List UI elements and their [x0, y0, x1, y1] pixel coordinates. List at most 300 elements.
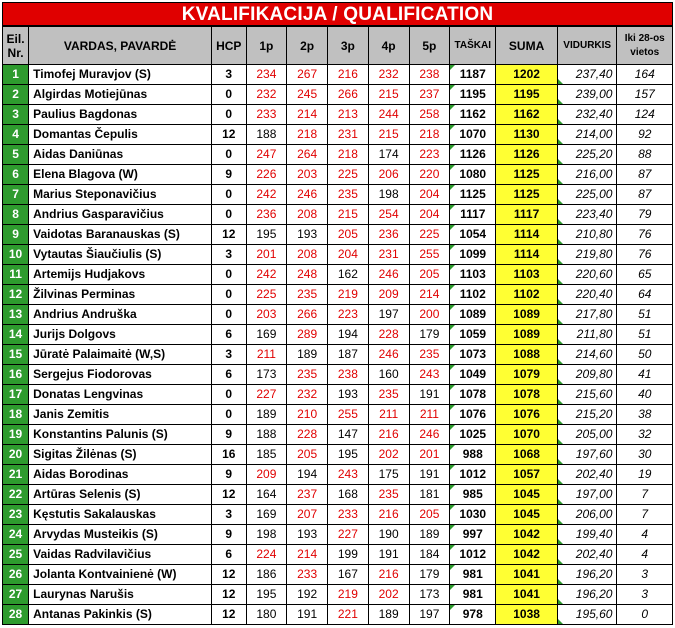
- gap-to-28th-cell: 32: [617, 425, 673, 445]
- player-name-cell: Arvydas Musteikis (S): [29, 525, 212, 545]
- gap-to-28th-cell: 164: [617, 65, 673, 85]
- gap-to-28th-cell: 7: [617, 485, 673, 505]
- handicap-cell: 0: [212, 145, 246, 165]
- table-row: [3, 305, 673, 325]
- total-points-cell: 1049: [450, 365, 496, 385]
- handicap-cell: 6: [212, 365, 246, 385]
- table-row: [3, 325, 673, 345]
- player-name-cell: Artūras Selenis (S): [29, 485, 212, 505]
- player-name-cell: Laurynas Narušis: [29, 585, 212, 605]
- game-2-score-cell: 194: [287, 465, 328, 485]
- handicap-cell: 12: [212, 585, 246, 605]
- game-1-score-cell: 164: [246, 485, 287, 505]
- game-2-score-cell: 193: [287, 525, 328, 545]
- average-cell: 205,00: [557, 425, 617, 445]
- sum-with-handicap-cell: 1045: [496, 485, 558, 505]
- game-1-score-cell: 169: [246, 325, 287, 345]
- game-1-score-cell: 247: [246, 145, 287, 165]
- rank-cell: 20: [3, 445, 29, 465]
- game-5-score-cell: 181: [409, 485, 450, 505]
- game-2-score-cell: 232: [287, 385, 328, 405]
- game-3-score-cell: 238: [328, 365, 369, 385]
- game-3-score-cell: 216: [328, 65, 369, 85]
- game-2-score-cell: 245: [287, 85, 328, 105]
- game-5-score-cell: 235: [409, 345, 450, 365]
- game-5-score-cell: 197: [409, 605, 450, 625]
- table-row: [3, 565, 673, 585]
- header-total: TAŠKAI: [450, 27, 496, 65]
- game-1-score-cell: 188: [246, 125, 287, 145]
- game-1-score-cell: 232: [246, 85, 287, 105]
- rank-cell: 13: [3, 305, 29, 325]
- gap-to-28th-cell: 3: [617, 585, 673, 605]
- total-points-cell: 1080: [450, 165, 496, 185]
- total-points-cell: 1012: [450, 545, 496, 565]
- qualification-table: [2, 26, 673, 625]
- game-4-score-cell: 246: [368, 345, 409, 365]
- game-2-score-cell: 248: [287, 265, 328, 285]
- handicap-cell: 3: [212, 65, 246, 85]
- total-points-cell: 1125: [450, 185, 496, 205]
- total-points-cell: 1030: [450, 505, 496, 525]
- game-2-score-cell: 193: [287, 225, 328, 245]
- rank-cell: 21: [3, 465, 29, 485]
- handicap-cell: 6: [212, 545, 246, 565]
- handicap-cell: 3: [212, 505, 246, 525]
- handicap-cell: 0: [212, 205, 246, 225]
- rank-cell: 11: [3, 265, 29, 285]
- game-5-score-cell: 243: [409, 365, 450, 385]
- average-cell: 210,80: [557, 225, 617, 245]
- game-3-score-cell: 223: [328, 305, 369, 325]
- total-points-cell: 1073: [450, 345, 496, 365]
- gap-to-28th-cell: 157: [617, 85, 673, 105]
- rank-cell: 27: [3, 585, 29, 605]
- sum-with-handicap-cell: 1038: [496, 605, 558, 625]
- game-4-score-cell: 174: [368, 145, 409, 165]
- game-4-score-cell: 216: [368, 505, 409, 525]
- gap-to-28th-cell: 124: [617, 105, 673, 125]
- average-cell: 220,60: [557, 265, 617, 285]
- game-4-score-cell: 216: [368, 565, 409, 585]
- game-3-score-cell: 221: [328, 605, 369, 625]
- game-3-score-cell: 168: [328, 485, 369, 505]
- handicap-cell: 16: [212, 445, 246, 465]
- player-name-cell: Janis Zemitis: [29, 405, 212, 425]
- sum-with-handicap-cell: 1042: [496, 525, 558, 545]
- game-5-score-cell: 201: [409, 445, 450, 465]
- gap-to-28th-cell: 0: [617, 605, 673, 625]
- game-3-score-cell: 215: [328, 205, 369, 225]
- total-points-cell: 997: [450, 525, 496, 545]
- player-name-cell: Timofej Muravjov (S): [29, 65, 212, 85]
- total-points-cell: 1089: [450, 305, 496, 325]
- game-2-score-cell: 208: [287, 205, 328, 225]
- game-5-score-cell: 214: [409, 285, 450, 305]
- gap-to-28th-cell: 3: [617, 565, 673, 585]
- game-3-score-cell: 233: [328, 505, 369, 525]
- gap-to-28th-cell: 92: [617, 125, 673, 145]
- handicap-cell: 0: [212, 405, 246, 425]
- rank-cell: 14: [3, 325, 29, 345]
- rank-cell: 15: [3, 345, 29, 365]
- sum-with-handicap-cell: 1068: [496, 445, 558, 465]
- table-row: [3, 585, 673, 605]
- player-name-cell: Sergejus Fiodorovas: [29, 365, 212, 385]
- sum-with-handicap-cell: 1114: [496, 225, 558, 245]
- handicap-cell: 6: [212, 325, 246, 345]
- game-4-score-cell: 228: [368, 325, 409, 345]
- rank-cell: 9: [3, 225, 29, 245]
- average-cell: 239,00: [557, 85, 617, 105]
- game-2-score-cell: 228: [287, 425, 328, 445]
- game-1-score-cell: 173: [246, 365, 287, 385]
- handicap-cell: 12: [212, 125, 246, 145]
- game-1-score-cell: 185: [246, 445, 287, 465]
- game-3-score-cell: 213: [328, 105, 369, 125]
- player-name-cell: Elena Blagova (W): [29, 165, 212, 185]
- game-1-score-cell: 227: [246, 385, 287, 405]
- game-3-score-cell: 199: [328, 545, 369, 565]
- player-name-cell: Žilvinas Perminas: [29, 285, 212, 305]
- game-4-score-cell: 202: [368, 445, 409, 465]
- table-row: [3, 485, 673, 505]
- game-1-score-cell: 198: [246, 525, 287, 545]
- total-points-cell: 1126: [450, 145, 496, 165]
- player-name-cell: Andrius Andruška: [29, 305, 212, 325]
- total-points-cell: 1078: [450, 385, 496, 405]
- game-3-score-cell: 193: [328, 385, 369, 405]
- table-row: [3, 225, 673, 245]
- average-cell: 199,40: [557, 525, 617, 545]
- table-row: [3, 365, 673, 385]
- game-4-score-cell: 209: [368, 285, 409, 305]
- game-2-score-cell: 191: [287, 605, 328, 625]
- game-1-score-cell: 209: [246, 465, 287, 485]
- game-3-score-cell: 167: [328, 565, 369, 585]
- gap-to-28th-cell: 4: [617, 525, 673, 545]
- game-5-score-cell: 189: [409, 525, 450, 545]
- game-1-score-cell: 225: [246, 285, 287, 305]
- game-4-score-cell: 215: [368, 125, 409, 145]
- total-points-cell: 981: [450, 585, 496, 605]
- sum-with-handicap-cell: 1089: [496, 305, 558, 325]
- gap-to-28th-cell: 87: [617, 165, 673, 185]
- sum-with-handicap-cell: 1103: [496, 265, 558, 285]
- game-3-score-cell: 194: [328, 325, 369, 345]
- game-4-score-cell: 235: [368, 385, 409, 405]
- header-gap-to-28th: Iki 28-os vietos: [617, 27, 673, 65]
- gap-to-28th-cell: 51: [617, 305, 673, 325]
- game-4-score-cell: 232: [368, 65, 409, 85]
- rank-cell: 8: [3, 205, 29, 225]
- rank-cell: 5: [3, 145, 29, 165]
- average-cell: 195,60: [557, 605, 617, 625]
- header-game-3: 3p: [328, 27, 369, 65]
- average-cell: 225,20: [557, 145, 617, 165]
- rank-cell: 22: [3, 485, 29, 505]
- table-row: [3, 445, 673, 465]
- game-1-score-cell: 201: [246, 245, 287, 265]
- handicap-cell: 3: [212, 345, 246, 365]
- header-row: [3, 27, 673, 65]
- rank-cell: 18: [3, 405, 29, 425]
- total-points-cell: 1162: [450, 105, 496, 125]
- player-name-cell: Jūratė Palaimaitė (W,S): [29, 345, 212, 365]
- sum-with-handicap-cell: 1125: [496, 185, 558, 205]
- rank-cell: 17: [3, 385, 29, 405]
- handicap-cell: 0: [212, 105, 246, 125]
- handicap-cell: 12: [212, 605, 246, 625]
- game-1-score-cell: 180: [246, 605, 287, 625]
- game-2-score-cell: 264: [287, 145, 328, 165]
- handicap-cell: 0: [212, 185, 246, 205]
- handicap-cell: 0: [212, 285, 246, 305]
- game-4-score-cell: 160: [368, 365, 409, 385]
- game-1-score-cell: 233: [246, 105, 287, 125]
- average-cell: 215,60: [557, 385, 617, 405]
- game-3-score-cell: 243: [328, 465, 369, 485]
- average-cell: 237,40: [557, 65, 617, 85]
- game-4-score-cell: 175: [368, 465, 409, 485]
- sum-with-handicap-cell: 1126: [496, 145, 558, 165]
- total-points-cell: 1117: [450, 205, 496, 225]
- game-5-score-cell: 220: [409, 165, 450, 185]
- player-name-cell: Vaidotas Baranauskas (S): [29, 225, 212, 245]
- gap-to-28th-cell: 41: [617, 365, 673, 385]
- total-points-cell: 1054: [450, 225, 496, 245]
- rank-cell: 23: [3, 505, 29, 525]
- rank-cell: 6: [3, 165, 29, 185]
- handicap-cell: 0: [212, 305, 246, 325]
- handicap-cell: 0: [212, 265, 246, 285]
- game-2-score-cell: 214: [287, 545, 328, 565]
- game-2-score-cell: 218: [287, 125, 328, 145]
- game-3-score-cell: 235: [328, 185, 369, 205]
- sum-with-handicap-cell: 1070: [496, 425, 558, 445]
- average-cell: 196,20: [557, 585, 617, 605]
- table-row: [3, 85, 673, 105]
- gap-to-28th-cell: 30: [617, 445, 673, 465]
- header-hcp: HCP: [212, 27, 246, 65]
- sum-with-handicap-cell: 1045: [496, 505, 558, 525]
- header-rank: Eil. Nr.: [3, 27, 29, 65]
- game-3-score-cell: 187: [328, 345, 369, 365]
- sum-with-handicap-cell: 1195: [496, 85, 558, 105]
- game-3-score-cell: 205: [328, 225, 369, 245]
- total-points-cell: 978: [450, 605, 496, 625]
- game-1-score-cell: 195: [246, 225, 287, 245]
- game-5-score-cell: 211: [409, 405, 450, 425]
- gap-to-28th-cell: 64: [617, 285, 673, 305]
- rank-cell: 28: [3, 605, 29, 625]
- rank-cell: 1: [3, 65, 29, 85]
- average-cell: 211,80: [557, 325, 617, 345]
- game-2-score-cell: 289: [287, 325, 328, 345]
- rank-cell: 3: [3, 105, 29, 125]
- sum-with-handicap-cell: 1117: [496, 205, 558, 225]
- game-5-score-cell: 218: [409, 125, 450, 145]
- game-5-score-cell: 205: [409, 505, 450, 525]
- game-2-score-cell: 235: [287, 365, 328, 385]
- table-row: [3, 385, 673, 405]
- game-3-score-cell: 218: [328, 145, 369, 165]
- game-5-score-cell: 204: [409, 185, 450, 205]
- average-cell: 217,80: [557, 305, 617, 325]
- average-cell: 202,40: [557, 465, 617, 485]
- rank-cell: 10: [3, 245, 29, 265]
- qualification-table-container: [2, 2, 673, 625]
- game-5-score-cell: 179: [409, 565, 450, 585]
- average-cell: 215,20: [557, 405, 617, 425]
- game-5-score-cell: 200: [409, 305, 450, 325]
- gap-to-28th-cell: 4: [617, 545, 673, 565]
- table-row: [3, 505, 673, 525]
- handicap-cell: 12: [212, 565, 246, 585]
- header-name: VARDAS, PAVARDĖ: [29, 27, 212, 65]
- player-name-cell: Sigitas Žilėnas (S): [29, 445, 212, 465]
- game-1-score-cell: 236: [246, 205, 287, 225]
- gap-to-28th-cell: 51: [617, 325, 673, 345]
- table-row: [3, 345, 673, 365]
- average-cell: 219,80: [557, 245, 617, 265]
- table-row: [3, 265, 673, 285]
- sum-with-handicap-cell: 1130: [496, 125, 558, 145]
- rank-cell: 26: [3, 565, 29, 585]
- game-4-score-cell: 197: [368, 305, 409, 325]
- sum-with-handicap-cell: 1162: [496, 105, 558, 125]
- player-name-cell: Algirdas Motiejūnas: [29, 85, 212, 105]
- game-2-score-cell: 214: [287, 105, 328, 125]
- game-1-score-cell: 195: [246, 585, 287, 605]
- game-1-score-cell: 234: [246, 65, 287, 85]
- game-4-score-cell: 246: [368, 265, 409, 285]
- gap-to-28th-cell: 40: [617, 385, 673, 405]
- game-5-score-cell: 258: [409, 105, 450, 125]
- gap-to-28th-cell: 88: [617, 145, 673, 165]
- total-points-cell: 1103: [450, 265, 496, 285]
- game-5-score-cell: 255: [409, 245, 450, 265]
- player-name-cell: Domantas Čepulis: [29, 125, 212, 145]
- total-points-cell: 981: [450, 565, 496, 585]
- table-row: [3, 425, 673, 445]
- handicap-cell: 0: [212, 385, 246, 405]
- average-cell: 206,00: [557, 505, 617, 525]
- game-3-score-cell: 227: [328, 525, 369, 545]
- game-5-score-cell: 225: [409, 225, 450, 245]
- table-row: [3, 545, 673, 565]
- game-4-score-cell: 202: [368, 585, 409, 605]
- game-4-score-cell: 190: [368, 525, 409, 545]
- table-row: [3, 525, 673, 545]
- handicap-cell: 3: [212, 245, 246, 265]
- table-body: [3, 65, 673, 625]
- game-1-score-cell: 226: [246, 165, 287, 185]
- sum-with-handicap-cell: 1102: [496, 285, 558, 305]
- table-row: [3, 465, 673, 485]
- average-cell: 197,60: [557, 445, 617, 465]
- game-2-score-cell: 246: [287, 185, 328, 205]
- game-3-score-cell: 219: [328, 285, 369, 305]
- average-cell: 223,40: [557, 205, 617, 225]
- header-suma: SUMA: [496, 27, 558, 65]
- table-title: KVALIFIKACIJA / QUALIFICATION: [2, 2, 673, 26]
- game-4-score-cell: 211: [368, 405, 409, 425]
- total-points-cell: 1025: [450, 425, 496, 445]
- player-name-cell: Antanas Pakinkis (S): [29, 605, 212, 625]
- game-3-score-cell: 255: [328, 405, 369, 425]
- player-name-cell: Jolanta Kontvainienė (W): [29, 565, 212, 585]
- average-cell: 196,20: [557, 565, 617, 585]
- rank-cell: 25: [3, 545, 29, 565]
- sum-with-handicap-cell: 1041: [496, 565, 558, 585]
- sum-with-handicap-cell: 1079: [496, 365, 558, 385]
- game-1-score-cell: 242: [246, 185, 287, 205]
- game-5-score-cell: 238: [409, 65, 450, 85]
- average-cell: 232,40: [557, 105, 617, 125]
- game-5-score-cell: 204: [409, 205, 450, 225]
- game-1-score-cell: 203: [246, 305, 287, 325]
- sum-with-handicap-cell: 1114: [496, 245, 558, 265]
- game-2-score-cell: 189: [287, 345, 328, 365]
- game-5-score-cell: 246: [409, 425, 450, 445]
- game-5-score-cell: 184: [409, 545, 450, 565]
- average-cell: 214,60: [557, 345, 617, 365]
- rank-cell: 24: [3, 525, 29, 545]
- game-3-score-cell: 266: [328, 85, 369, 105]
- game-4-score-cell: 236: [368, 225, 409, 245]
- gap-to-28th-cell: 76: [617, 245, 673, 265]
- player-name-cell: Vaidas Radvilavičius: [29, 545, 212, 565]
- player-name-cell: Paulius Bagdonas: [29, 105, 212, 125]
- game-2-score-cell: 267: [287, 65, 328, 85]
- game-3-score-cell: 225: [328, 165, 369, 185]
- gap-to-28th-cell: 50: [617, 345, 673, 365]
- game-2-score-cell: 192: [287, 585, 328, 605]
- game-1-score-cell: 169: [246, 505, 287, 525]
- game-4-score-cell: 215: [368, 85, 409, 105]
- sum-with-handicap-cell: 1125: [496, 165, 558, 185]
- player-name-cell: Andrius Gasparavičius: [29, 205, 212, 225]
- table-row: [3, 185, 673, 205]
- gap-to-28th-cell: 79: [617, 205, 673, 225]
- game-3-score-cell: 219: [328, 585, 369, 605]
- total-points-cell: 1099: [450, 245, 496, 265]
- sum-with-handicap-cell: 1041: [496, 585, 558, 605]
- handicap-cell: 9: [212, 465, 246, 485]
- game-4-score-cell: 235: [368, 485, 409, 505]
- sum-with-handicap-cell: 1078: [496, 385, 558, 405]
- handicap-cell: 12: [212, 485, 246, 505]
- game-4-score-cell: 198: [368, 185, 409, 205]
- rank-cell: 2: [3, 85, 29, 105]
- header-game-2: 2p: [287, 27, 328, 65]
- game-2-score-cell: 266: [287, 305, 328, 325]
- game-3-score-cell: 231: [328, 125, 369, 145]
- total-points-cell: 985: [450, 485, 496, 505]
- rank-cell: 4: [3, 125, 29, 145]
- handicap-cell: 9: [212, 525, 246, 545]
- player-name-cell: Kęstutis Sakalauskas: [29, 505, 212, 525]
- total-points-cell: 988: [450, 445, 496, 465]
- player-name-cell: Konstantins Palunis (S): [29, 425, 212, 445]
- player-name-cell: Jurijs Dolgovs: [29, 325, 212, 345]
- gap-to-28th-cell: 7: [617, 505, 673, 525]
- game-1-score-cell: 188: [246, 425, 287, 445]
- rank-cell: 7: [3, 185, 29, 205]
- game-1-score-cell: 242: [246, 265, 287, 285]
- game-5-score-cell: 179: [409, 325, 450, 345]
